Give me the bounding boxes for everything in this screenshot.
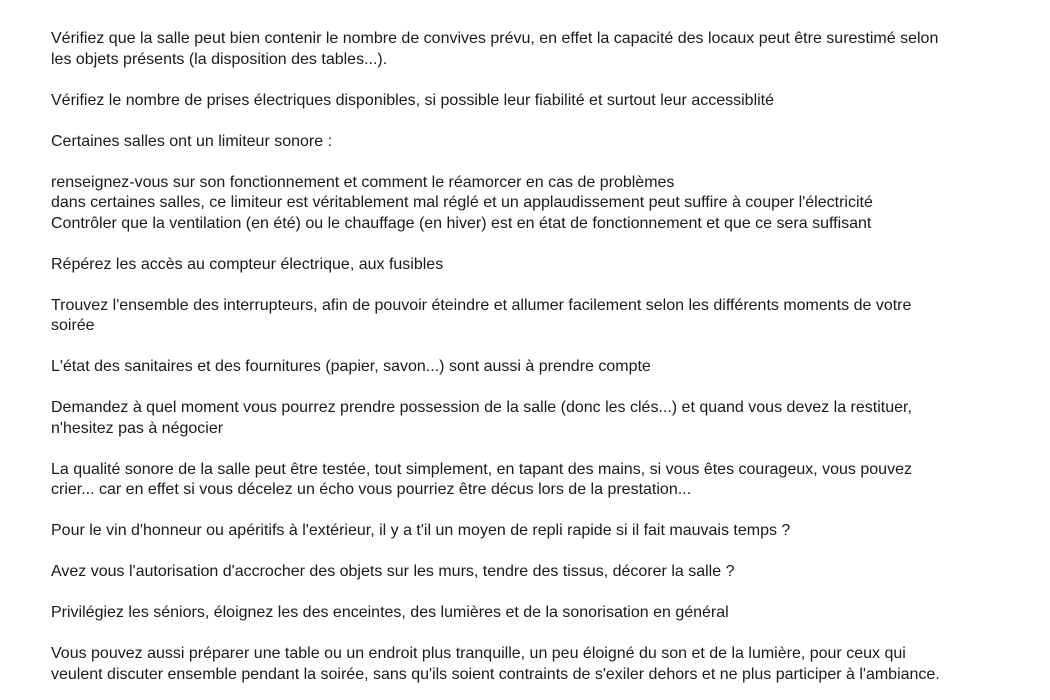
paragraph-quiet-table: Vous pouvez aussi préparer une table ou un endroit plus tranquille, un peu éloigné du son et de la lumière, pour ceux qui veulent discuter ensemble pendant la soirée, sans qu'ils soient contraints de s'exiler dehors et ne plus participer à l'ambiance. <box>51 645 940 683</box>
paragraph-possession-keys: Demandez à quel moment vous pourrez prendre possession de la salle (donc les clés...) et quand vous devez la restituer, n'hesitez pas à négocier <box>51 399 912 437</box>
paragraph-switches: Trouvez l'ensemble des interrupteurs, afin de pouvoir éteindre et allumer facilement selon les différents moments de votre soirée <box>51 296 912 334</box>
paragraph-room-capacity: Vérifiez que la salle peut bien contenir le nombre de convives prévu, en effet la capacité des locaux peut être surestimé selon les objets présents (la disposition des tables...). <box>51 30 939 68</box>
paragraph-sound-limiter: Certaines salles ont un limiteur sonore : <box>51 132 333 150</box>
paragraph-decoration-permission: Avez vous l'autorisation d'accrocher des objets sur les murs, tendre des tissus, décorer la salle ? <box>51 563 735 580</box>
paragraph-electrical-outlets: Vérifiez le nombre de prises électriques disponibles, si possible leur fiabilité et surtout leur accessiblité <box>51 91 775 109</box>
document-body <box>51 29 1016 685</box>
paragraph-limiter-details: renseignez-vous sur son fonctionnement et comment le réamorcer en cas de problèmes dans certaines salles, ce limiteur est véritablement mal réglé et un applaudissement peut suffire à couper l'électricité Contrôler que la ventilation (en été) ou le chauffage (en hiver) est en état de fonctionnement et que ce sera suffisant <box>51 173 873 232</box>
paragraph-seniors: Privilégiez les séniors, éloignez les des enceintes, des lumières et de la sonorisation en général <box>51 604 729 621</box>
paragraph-sanitary: L'état des sanitaires et des fournitures (papier, savon...) sont aussi à prendre compte <box>51 358 651 375</box>
paragraph-meter-fuses: Répérez les accès au compteur électrique, aux fusibles <box>51 255 444 273</box>
paragraph-sound-quality: La qualité sonore de la salle peut être testée, tout simplement, en tapant des mains, si vous êtes courageux, vous pouvez crier... car en effet si vous décelez un écho vous pourriez être décus lors de la prestation... <box>51 460 912 498</box>
paragraph-outdoor-fallback: Pour le vin d'honneur ou apéritifs à l'extérieur, il y a t'il un moyen de repli rapide si il fait mauvais temps ? <box>51 522 791 539</box>
